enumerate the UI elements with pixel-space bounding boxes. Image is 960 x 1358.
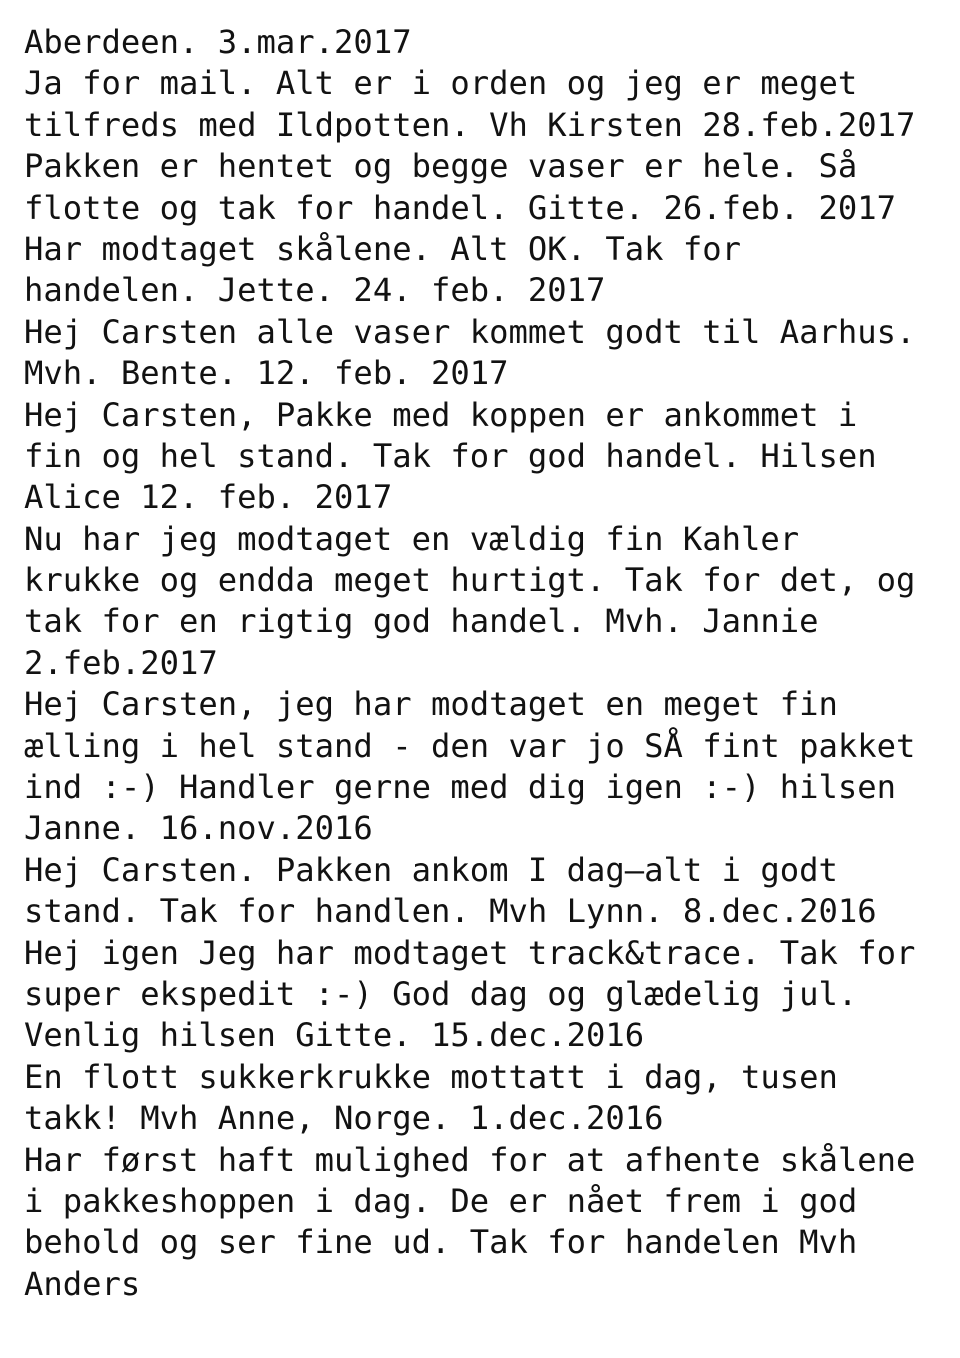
text-line: Alice 12. feb. 2017 bbox=[24, 478, 393, 517]
text-line: Hej Carsten alle vaser kommet godt til Aarhus. bbox=[24, 312, 916, 351]
text-line: Janne. 16.nov.2016 bbox=[24, 809, 373, 848]
text-line: Hej Carsten. Pakken ankom I dag—alt i godt bbox=[24, 850, 838, 889]
text-line: Mvh. Bente. 12. feb. 2017 bbox=[24, 354, 509, 393]
text-line: Hej Carsten, Pakke med koppen er ankommet i bbox=[24, 395, 858, 434]
text-line: Aberdeen. 3.mar.2017 bbox=[24, 23, 412, 61]
text-line: Har først haft mulighed for at afhente skålene bbox=[24, 1140, 916, 1179]
text-line: super ekspedit :-) God dag og glædelig jul. bbox=[24, 974, 858, 1013]
text-line: Har modtaget skålene. Alt OK. Tak for bbox=[24, 229, 742, 268]
text-line: ind :-) Handler gerne med dig igen :-) hilsen bbox=[24, 768, 897, 807]
text-line: fin og hel stand. Tak for god handel. Hilsen bbox=[24, 436, 877, 475]
text-line: i pakkeshoppen i dag. De er nået frem i god bbox=[24, 1181, 858, 1220]
text-line: tilfreds med Ildpotten. Vh Kirsten 28.feb.2017 bbox=[24, 105, 916, 144]
text-line: handelen. Jette. 24. feb. 2017 bbox=[24, 271, 606, 310]
text-line: behold og ser fine ud. Tak for handelen Mvh bbox=[24, 1223, 858, 1262]
text-line: stand. Tak for handlen. Mvh Lynn. 8.dec.2016 bbox=[24, 892, 877, 931]
text-line: En flott sukkerkrukke mottatt i dag, tusen bbox=[24, 1057, 838, 1096]
text-line: Hej igen Jeg har modtaget track&trace. Tak for bbox=[24, 933, 916, 972]
text-document bbox=[24, 22, 950, 1305]
text-line: ælling i hel stand - den var jo SÅ fint pakket bbox=[24, 726, 916, 765]
text-line: Venlig hilsen Gitte. 15.dec.2016 bbox=[24, 1016, 645, 1055]
text-line: Pakken er hentet og begge vaser er hele. Så bbox=[24, 147, 858, 186]
text-line: krukke og endda meget hurtigt. Tak for det, og bbox=[24, 561, 916, 600]
text-line: Anders bbox=[24, 1264, 141, 1303]
text-line: Ja for mail. Alt er i orden og jeg er meget bbox=[24, 64, 858, 103]
text-line: 2.feb.2017 bbox=[24, 643, 218, 682]
text-line: tak for en rigtig god handel. Mvh. Jannie bbox=[24, 602, 819, 641]
text-line: flotte og tak for handel. Gitte. 26.feb. 2017 bbox=[24, 188, 897, 227]
text-line: Hej Carsten, jeg har modtaget en meget fin bbox=[24, 685, 838, 724]
text-line: takk! Mvh Anne, Norge. 1.dec.2016 bbox=[24, 1099, 664, 1138]
text-line: Nu har jeg modtaget en vældig fin Kahler bbox=[24, 519, 800, 558]
